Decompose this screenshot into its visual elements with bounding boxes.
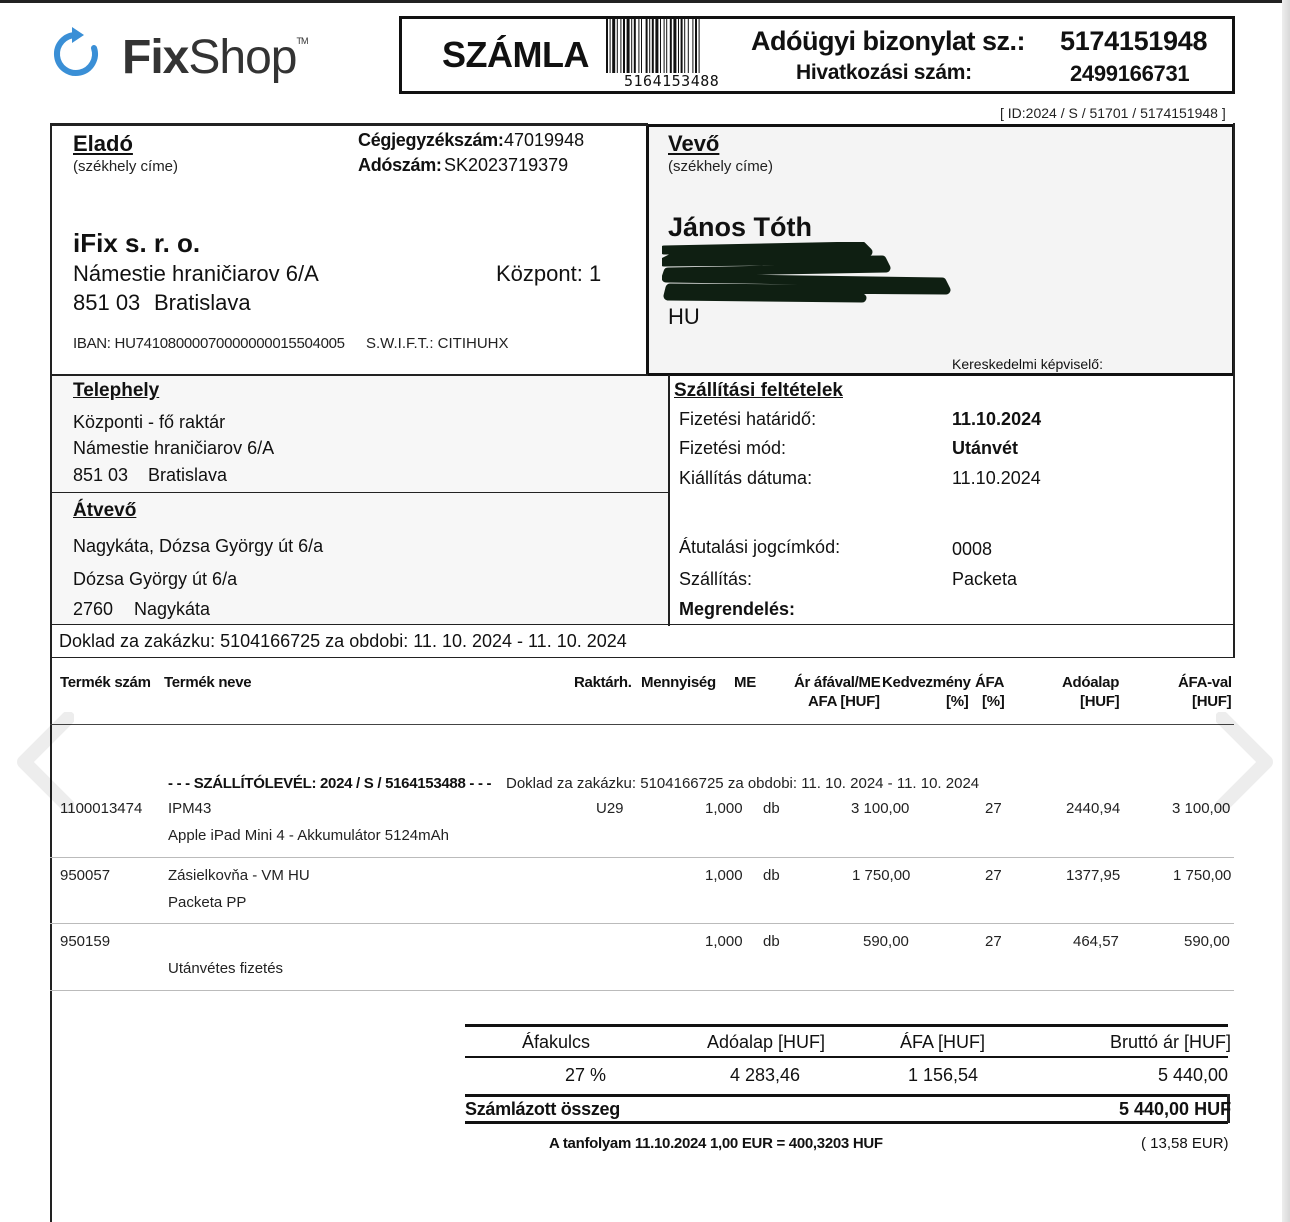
row3-qty: 1,000	[705, 933, 743, 950]
totals-vat-label: ÁFA [HUF]	[900, 1032, 986, 1052]
recipient-city: Nagykáta	[134, 599, 211, 619]
reference-number: 2499166731	[1070, 61, 1190, 86]
col-discount-b: [%]	[946, 693, 969, 710]
row2-product-no: 950057	[60, 867, 111, 884]
brand-fix: Fix	[122, 31, 189, 84]
issue-date-value: 11.10.2024	[952, 468, 1041, 488]
shipping-heading: Szállítási feltételek	[674, 380, 843, 401]
recipient-heading: Átvevő	[73, 500, 137, 521]
frame-left-border	[50, 123, 52, 1222]
invoiced-total-amount: 5 440,00 HUF	[1119, 1099, 1232, 1119]
site-heading: Telephely	[73, 380, 160, 401]
page-top-edge	[0, 0, 1290, 3]
delivery-label: Szállítás:	[679, 569, 753, 589]
row1-vat: 27	[985, 800, 1002, 817]
middle-divider	[668, 375, 670, 626]
seller-bottom-border	[50, 374, 648, 376]
seller-swift: S.W.I.F.T.: CITIHUHX	[366, 335, 509, 352]
col-gross-b: [HUF]	[1192, 693, 1232, 710]
recipient-line2: Dózsa György út 6/a	[73, 569, 238, 589]
row3-base: 464,57	[1073, 933, 1119, 950]
due-date-value: 11.10.2024	[952, 409, 1042, 429]
row3-product-no: 950159	[60, 933, 111, 950]
col-vat-b: [%]	[982, 693, 1005, 710]
seller-name: iFix s. r. o.	[73, 228, 201, 258]
seller-reg-label: Cégjegyzékszám:	[358, 130, 504, 150]
col-gross-a: ÁFA-val	[1178, 674, 1232, 691]
payment-method-label: Fizetési mód:	[679, 438, 787, 458]
site-line1: Központi - fő raktár	[73, 412, 226, 432]
totals-vat: 1 156,54	[908, 1065, 979, 1085]
buyer-subheading: (székhely címe)	[668, 158, 774, 175]
shipping-bottom-border	[50, 624, 1234, 625]
col-unit: ME	[734, 674, 756, 691]
buyer-name: János Tóth	[668, 212, 813, 242]
seller-iban: IBAN: HU74108000070000000015504005	[73, 335, 345, 352]
row1-product-name: IPM43	[168, 800, 212, 817]
totals-rate-label: Áfakulcs	[522, 1032, 591, 1052]
col-product-no: Termék szám	[60, 674, 151, 691]
previous-page-arrow-icon[interactable]	[14, 712, 74, 812]
invoiced-total-label: Számlázott összeg	[465, 1099, 620, 1119]
row3-description: Utánvétes fizetés	[168, 960, 284, 977]
col-price-b: AFA [HUF]	[808, 693, 880, 710]
page-scroll-edge	[1282, 0, 1290, 1222]
site-city: Bratislava	[148, 465, 228, 485]
col-base-a: Adóalap	[1062, 674, 1120, 691]
totals-base-label: Adóalap [HUF]	[707, 1032, 826, 1052]
col-price-a: Ár áfával/ME	[794, 674, 881, 691]
row3-gross: 590,00	[1184, 933, 1230, 950]
next-page-arrow-icon[interactable]	[1216, 712, 1276, 812]
table-header-bottom-border	[50, 724, 1234, 725]
transfer-code-value: 0008	[952, 539, 993, 559]
seller-street: Námestie hraničiarov 6/A	[73, 261, 319, 286]
totals-gross: 5 440,00	[1158, 1065, 1229, 1085]
eur-amount: ( 13,58 EUR)	[1141, 1135, 1229, 1152]
col-vat-a: ÁFA	[975, 674, 1005, 691]
sales-rep-label: Kereskedelmi képviselő:	[952, 356, 1103, 372]
buyer-country: HU	[668, 304, 700, 329]
tax-doc-number: 5174151948	[1060, 26, 1208, 56]
col-product-name: Termék neve	[164, 674, 252, 691]
buyer-heading: Vevő	[668, 131, 720, 156]
barcode-number: 5164153488	[624, 72, 720, 90]
seller-reg-number: 47019948	[504, 130, 585, 150]
reference-label: Hivatkozási szám:	[796, 61, 972, 84]
exchange-rate-note: A tanfolyam 11.10.2024 1,00 EUR = 400,3203 HUF	[549, 1135, 883, 1152]
redaction-scribble	[662, 242, 952, 304]
site-bottom-border	[52, 492, 669, 493]
totals-sum-rule-bottom	[465, 1121, 1228, 1124]
brand-logo	[122, 30, 307, 85]
seller-heading: Eladó	[73, 131, 133, 156]
row1-product-no: 1100013474	[60, 800, 143, 817]
document-id: [ ID:2024 / S / 51701 / 5174151948 ]	[1000, 105, 1226, 121]
order-label: Megrendelés:	[679, 599, 796, 619]
seller-center: Központ: 1	[496, 261, 602, 286]
totals-gross-label: Bruttó ár [HUF]	[1110, 1032, 1232, 1052]
col-base-b: [HUF]	[1080, 693, 1120, 710]
frame-top-border	[50, 123, 648, 126]
frame-right-border	[1233, 123, 1235, 658]
row1-description: Apple iPad Mini 4 - Akkumulátor 5124mAh	[168, 827, 449, 844]
row2-qty: 1,000	[705, 867, 743, 884]
delivery-note: - - - SZÁLLÍTÓLEVÉL: 2024 / S / 5164153488 - - -	[168, 775, 492, 792]
row2-vat: 27	[985, 867, 1002, 884]
tax-doc-label: Adóügyi bizonylat sz.:	[751, 26, 1026, 56]
row2-base: 1377,95	[1066, 867, 1121, 884]
row1-gross: 3 100,00	[1172, 800, 1231, 817]
row2-gross: 1 750,00	[1173, 867, 1232, 884]
seller-city: Bratislava	[154, 290, 251, 315]
row2-unit: db	[763, 867, 780, 884]
seller-tax-label: Adószám:	[358, 155, 442, 175]
brand-trademark: TM	[296, 36, 308, 46]
row1-base: 2440,94	[1066, 800, 1121, 817]
row-divider-2	[50, 923, 1234, 924]
delivery-value: Packeta	[952, 569, 1018, 589]
row2-price: 1 750,00	[852, 867, 911, 884]
seller-subheading: (székhely címe)	[73, 158, 179, 175]
refresh-logo-icon	[48, 26, 104, 82]
site-line2: Námestie hraničiarov 6/A	[73, 438, 275, 458]
recipient-line1: Nagykáta, Dózsa György út 6/a	[73, 536, 324, 556]
invoice-title: SZÁMLA	[442, 34, 589, 75]
issue-date-label: Kiállítás dátuma:	[679, 468, 813, 488]
row-divider-1	[50, 857, 1234, 858]
totals-rate: 27 %	[565, 1065, 607, 1085]
totals-sum-rule-top	[465, 1094, 1228, 1097]
recipient-zip: 2760	[73, 599, 114, 619]
totals-top-rule	[465, 1024, 1228, 1027]
row1-qty: 1,000	[705, 800, 743, 817]
payment-method-value: Utánvét	[952, 438, 1019, 458]
seller-zip: 851 03	[73, 290, 141, 315]
order-line-bottom-border	[50, 657, 1234, 658]
totals-base: 4 283,46	[730, 1065, 801, 1085]
row2-product-name: Zásielkovňa - VM HU	[168, 867, 310, 884]
site-zip: 851 03	[73, 465, 129, 485]
totals-header-rule	[465, 1056, 1228, 1058]
delivery-note-order: Doklad za zakázku: 5104166725 za obdobi: 11. 10. 2024 - 11. 10. 2024	[506, 775, 980, 792]
row3-unit: db	[763, 933, 780, 950]
brand-shop: Shop	[188, 31, 297, 84]
row1-price: 3 100,00	[851, 800, 910, 817]
col-warehouse: Raktárh.	[574, 674, 632, 691]
col-discount-a: Kedvezmény	[882, 674, 971, 691]
barcode-icon	[606, 19, 746, 73]
row1-warehouse: U29	[596, 800, 624, 817]
transfer-code-label: Átutalási jogcímkód:	[679, 537, 841, 557]
due-date-label: Fizetési határidő:	[679, 409, 817, 429]
seller-tax-number: SK2023719379	[444, 155, 569, 175]
row-divider-3	[50, 990, 1234, 991]
col-quantity: Mennyiség	[641, 674, 716, 691]
order-reference-line: Doklad za zakázku: 5104166725 za obdobi: 11. 10. 2024 - 11. 10. 2024	[59, 631, 627, 651]
row3-price: 590,00	[863, 933, 909, 950]
row1-unit: db	[763, 800, 780, 817]
row2-description: Packeta PP	[168, 894, 247, 911]
row3-vat: 27	[985, 933, 1002, 950]
